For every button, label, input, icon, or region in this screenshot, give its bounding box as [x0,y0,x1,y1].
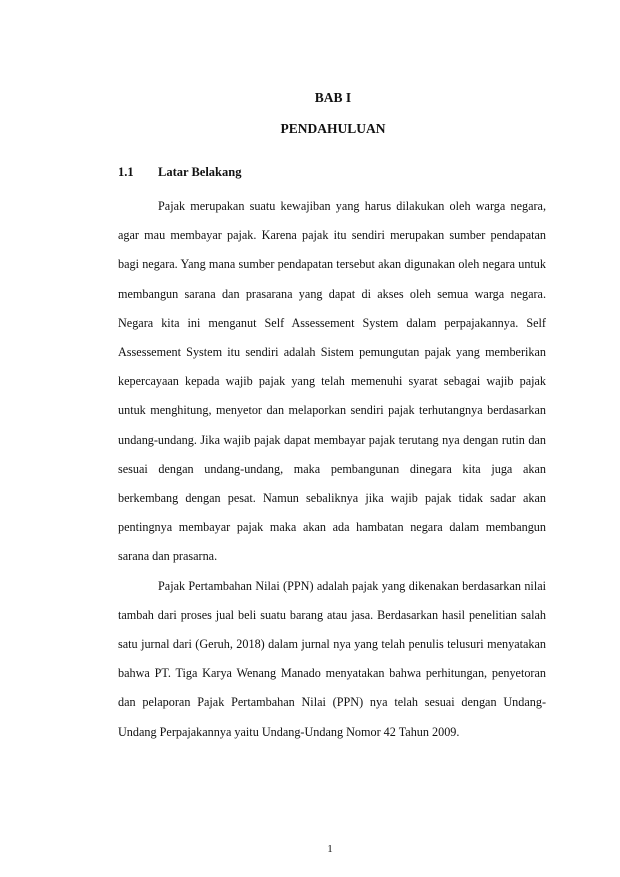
section-number: 1.1 [118,165,134,179]
chapter-number: BAB I [314,90,352,105]
section-heading [118,165,241,180]
paragraph: Pajak Pertambahan Nilai (PPN) adalah pajak yang dikenakan berdasarkan nilai tambah dari proses jual beli suatu barang atau jasa. Berdasarkan hasil penelitian salah satu jurnal dari (Geruh, 2018) dalam jurnal nya yang telah penulis telusuri menyatakan bahwa PT. Tiga Karya Wenang Manado menyatakan bahwa perhitungan, penyetoran dan pelaporan Pajak Pertambahan Nilai (PPN) nya telah sesuai dengan Undang-Undang Perpajakannya yaitu Undang-Undang Nomor 42 Tahun 2009. [118,578,546,739]
section-title: Latar Belakang [158,165,242,179]
page-number: 1 [327,843,333,855]
chapter-title: PENDAHULUAN [280,121,386,136]
body-text [118,192,546,747]
paragraph: Pajak merupakan suatu kewajiban yang harus dilakukan oleh warga negara, agar mau membayar pajak. Karena pajak itu sendiri merupakan sumber pendapatan bagi negara. Yang mana sumber pendapatan tersebut akan digunakan oleh negara untuk membangun sarana dan prasarana yang dapat di akses oleh semua warga negara. Negara kita ini menganut Self Assessement System dalam perpajakannya. Self Assessement System itu sendiri adalah Sistem pemungutan pajak yang memberikan kepercayaan kepada wajib pajak yang telah memenuhi syarat sebagai wajib pajak untuk menghitung, menyetor dan melaporkan sendiri pajak terhutangnya berdasarkan undang-undang. Jika wajib pajak dapat membayar pajak terutang nya dengan rutin dan sesuai dengan undang-undang, maka pembangunan dinegara kita juga akan berkembang dengan pesat. Namun sebaliknya jika wajib pajak tidak sadar akan pentingnya membayar pajak maka akan ada hambatan negara dalam membangun sarana dan prasarna. [118,199,546,564]
